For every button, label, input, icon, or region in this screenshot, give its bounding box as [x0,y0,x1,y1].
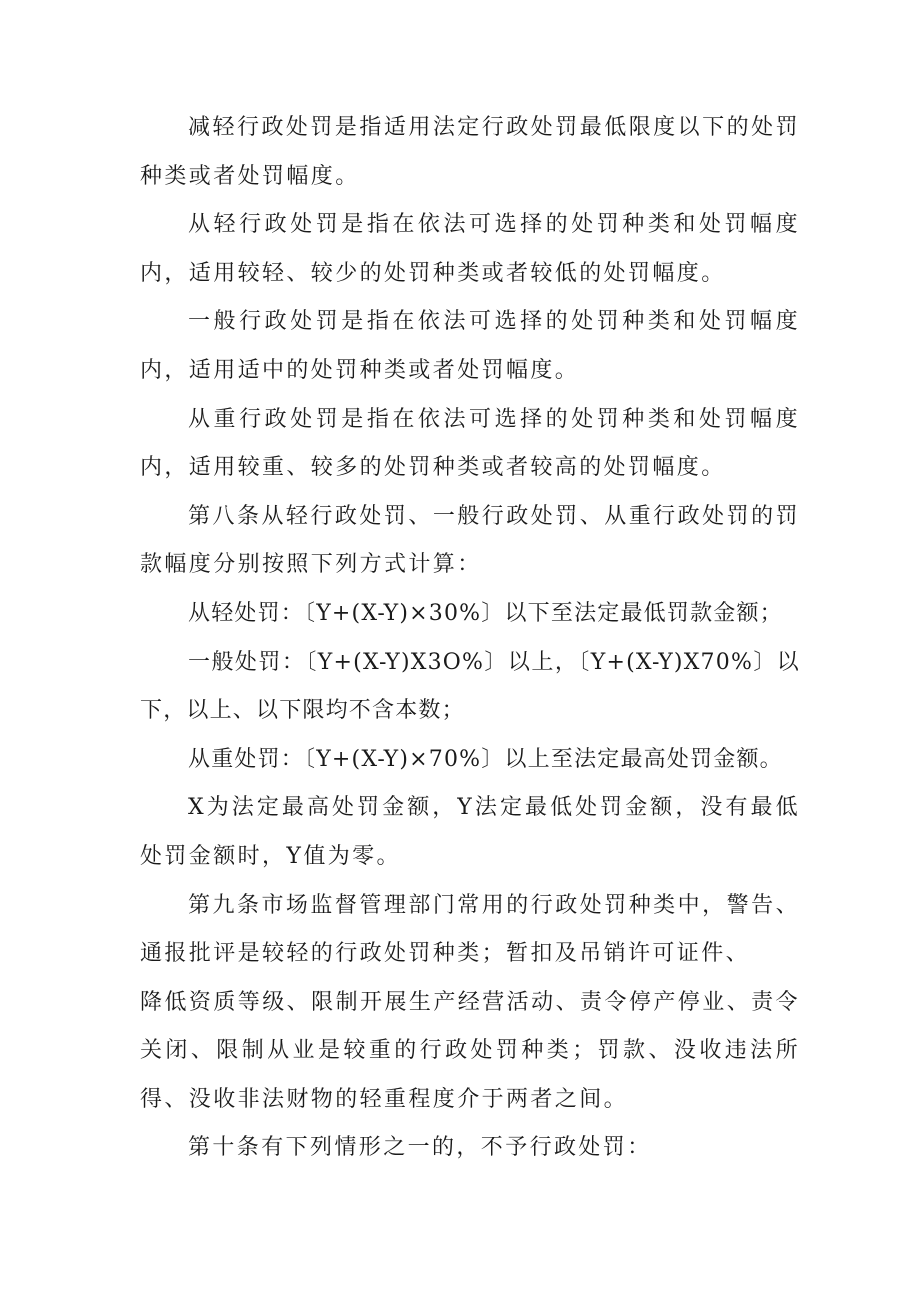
paragraph-heavier-penalty: 从重行政处罚是指在依法可选择的处罚种类和处罚幅度内，适用较重、较多的处罚种类或者较高的处罚幅度。 [140,406,800,481]
paragraph-article-10: 第十条有下列情形之一的，不予行政处罚： [188,1135,652,1161]
paragraph-lighter-penalty: 从轻行政处罚是指在依法可选择的处罚种类和处罚幅度内，适用较轻、较少的处罚种类或者较低的处罚幅度。 [140,212,800,286]
paragraph-variable-definitions: X为法定最高处罚金额，Y法定最低处罚金额，没有最低处罚金额时，Y值为零。 [140,795,800,869]
paragraph-article-9-part-2: 降低资质等级、限制开展生产经营活动、责令停产停业、责令关闭、限制从业是较重的行政处罚种类；罚款、没收违法所得、没收非法财物的轻重程度介于两者之间。 [140,989,800,1112]
paragraph-article-9-part-1: 第九条市场监督管理部门常用的行政处罚种类中，警告、通报批评是较轻的行政处罚种类；暂扣及吊销许可证件、 [140,892,800,967]
formula-general-penalty: 一般处罚：〔Y+(X-Y)X3O%〕以上，〔Y+(X-Y)X70%〕以下，以上、以下限均不含本数； [140,649,800,724]
formula-heavier-penalty: 从重处罚：〔Y+(X-Y)×70%〕以上至法定最高处罚金额。 [188,746,783,772]
document-body [140,104,800,1173]
formula-lighter-penalty: 从轻处罚：〔Y+(X-Y)×30%〕以下至法定最低罚款金额； [188,600,783,626]
paragraph-general-penalty: 一般行政处罚是指在依法可选择的处罚种类和处罚幅度内，适用适中的处罚种类或者处罚幅度。 [140,309,800,383]
paragraph-mitigated-penalty: 减轻行政处罚是指适用法定行政处罚最低限度以下的处罚种类或者处罚幅度。 [140,115,800,189]
paragraph-article-8: 第八条从轻行政处罚、一般行政处罚、从重行政处罚的罚款幅度分别按照下列方式计算： [140,503,800,578]
